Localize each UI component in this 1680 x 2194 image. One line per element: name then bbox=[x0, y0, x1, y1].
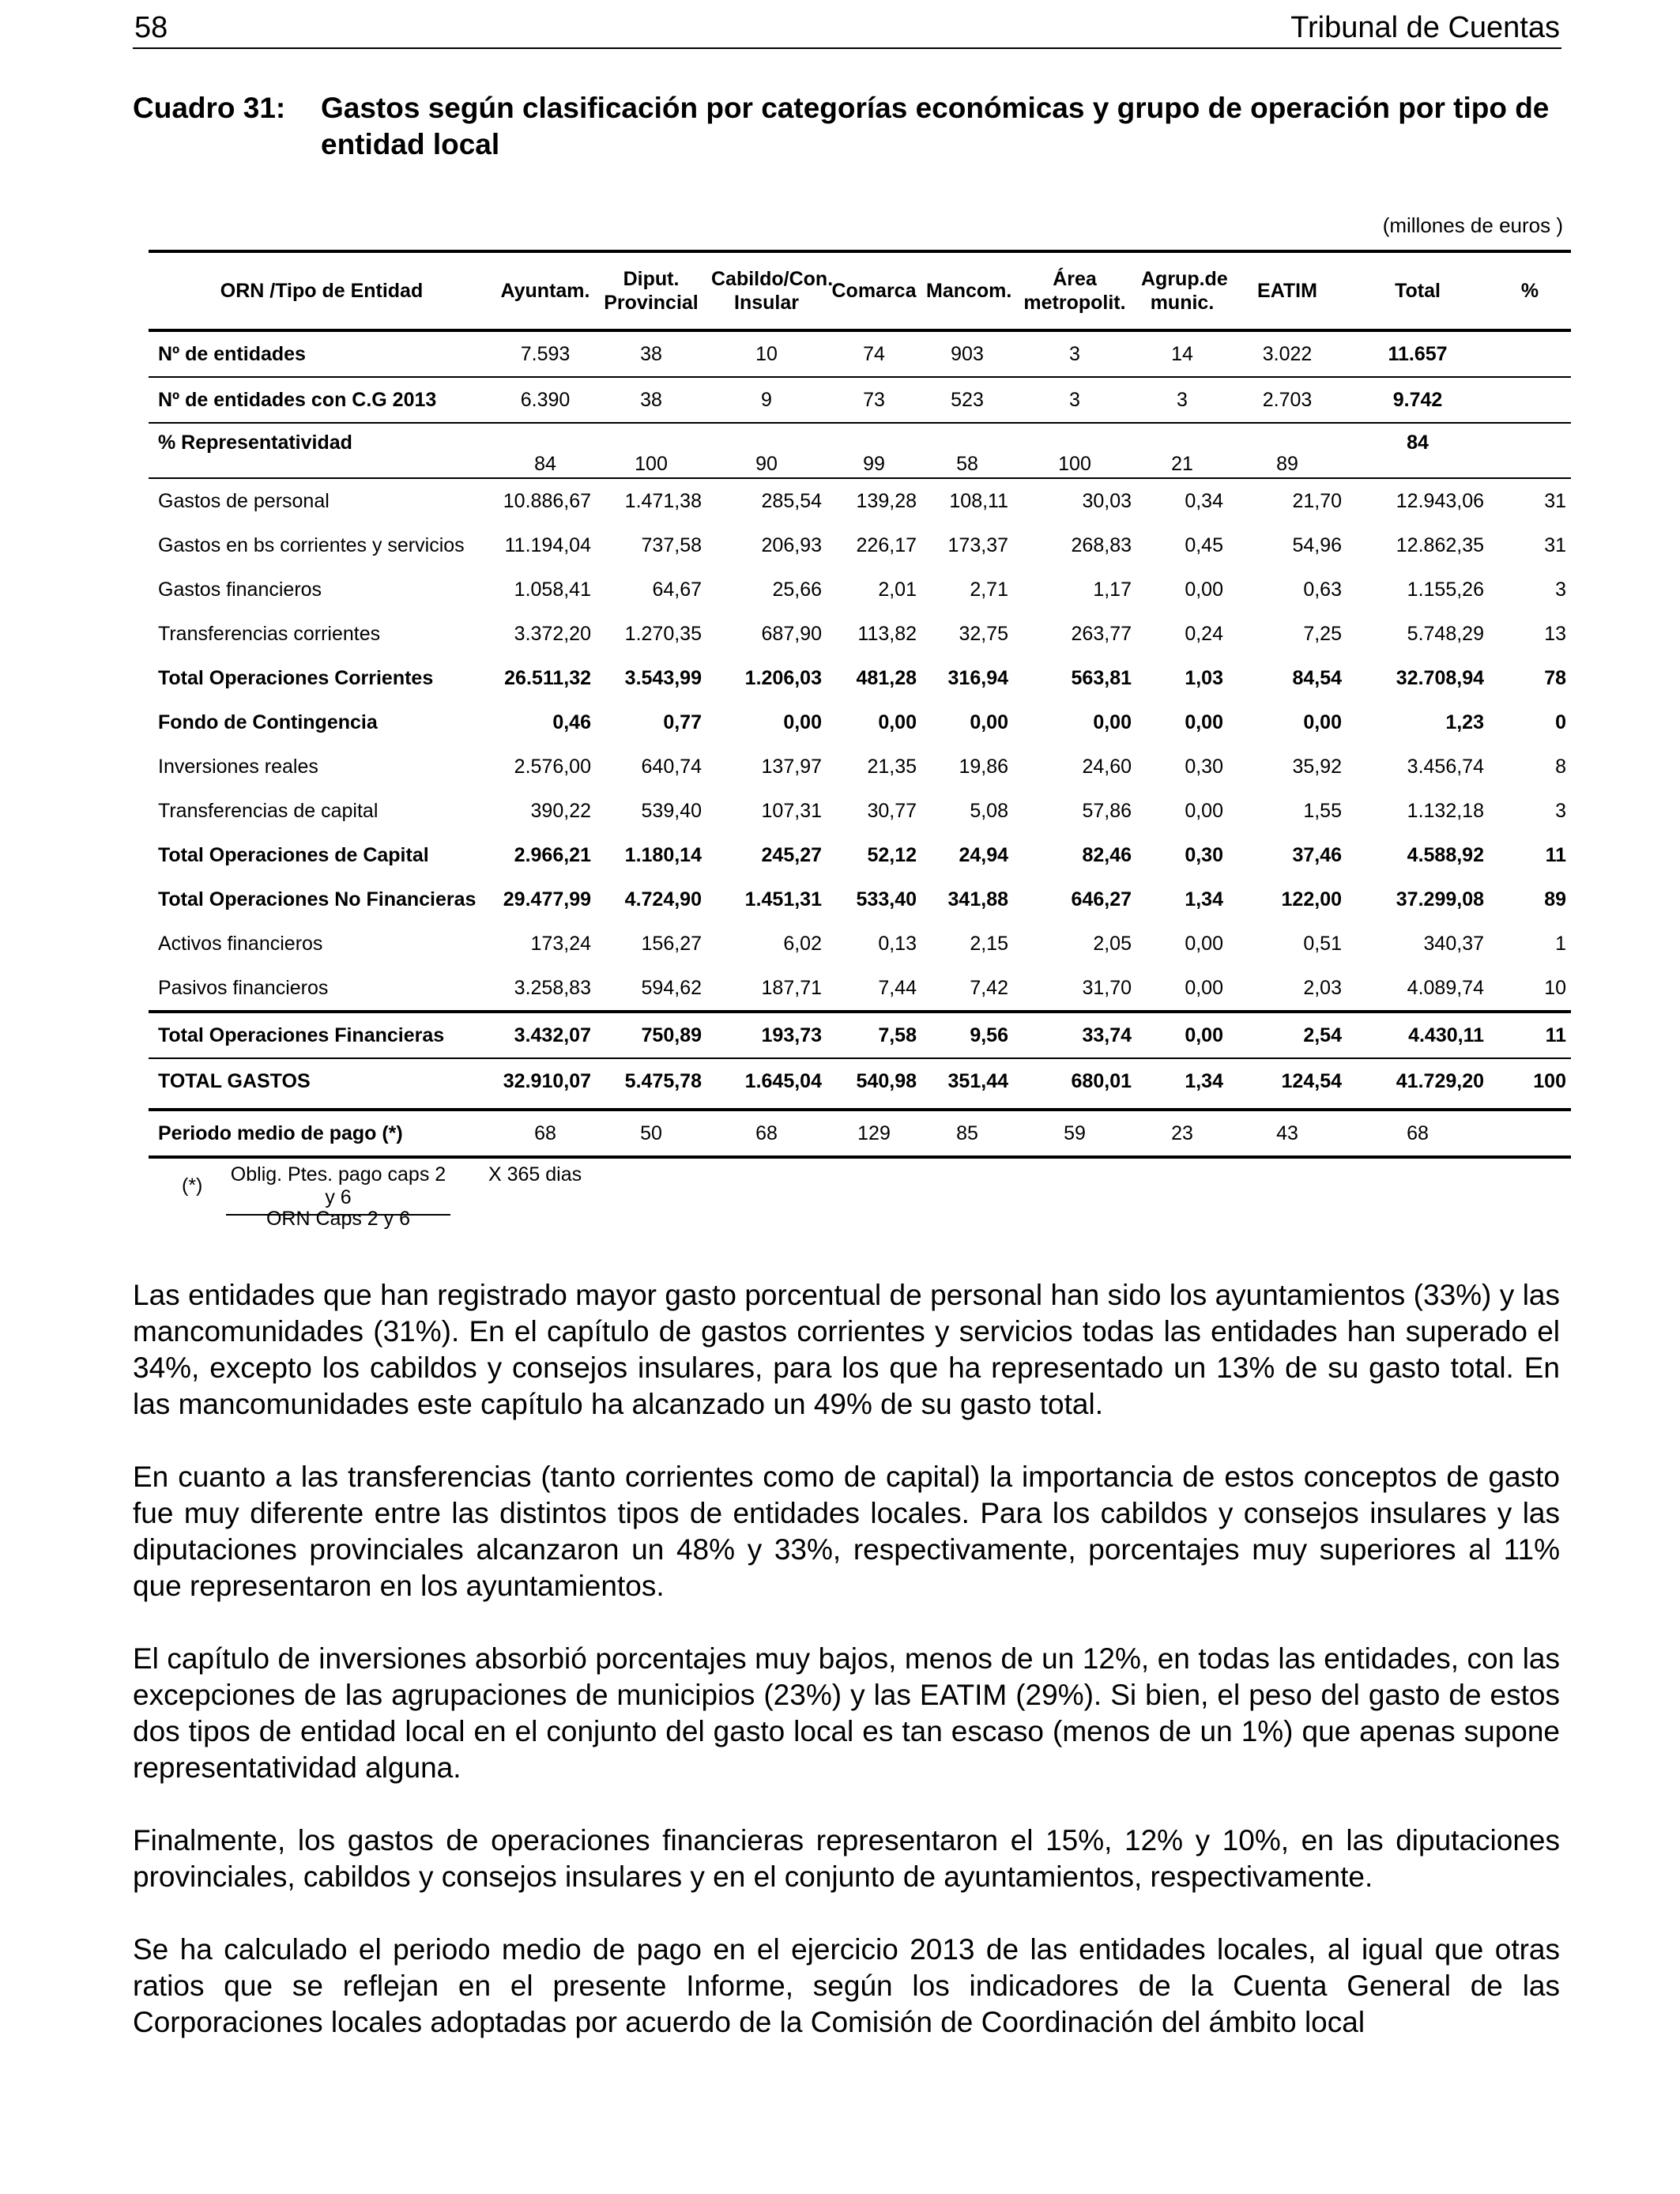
table-cell: 13 bbox=[1544, 622, 1566, 645]
table-cell: 1.451,31 bbox=[744, 888, 822, 910]
table-cell: 0,00 bbox=[1185, 932, 1223, 955]
table-cell: 78 bbox=[1544, 666, 1566, 689]
table-cell: 1.155,26 bbox=[1407, 578, 1484, 601]
column-header: Mancom. bbox=[921, 251, 1013, 330]
table-cell: 3 bbox=[1013, 330, 1136, 377]
table-cell: 31,70 bbox=[1013, 966, 1136, 1012]
paragraph: Finalmente, los gastos de operaciones financieras representaron el 15%, 12% y 10%, en las diputaciones provinciales, cabildos y consejos insulares y en el conjunto de ayuntamientos, respectivamente. bbox=[133, 1824, 1560, 1893]
table-cell: 31 bbox=[1544, 489, 1566, 512]
table-cell: 903 bbox=[921, 330, 1013, 377]
table-cell: 1,55 bbox=[1303, 799, 1342, 822]
table-cell: 206,93 bbox=[761, 533, 822, 556]
row-label: % Representatividad bbox=[149, 423, 495, 478]
table-cell: 5.748,29 bbox=[1407, 622, 1484, 645]
table-cell: 5,08 bbox=[970, 799, 1008, 822]
table-cell: 1.645,04 bbox=[706, 1058, 827, 1110]
table-cell: 341,88 bbox=[947, 888, 1008, 910]
table-cell: 0,34 bbox=[1185, 489, 1223, 512]
row-label: Total Operaciones Corrientes bbox=[158, 666, 434, 689]
table-cell: 3 bbox=[1555, 799, 1566, 822]
table-cell: 1.180,14 bbox=[624, 843, 702, 866]
table-cell: 99 bbox=[827, 423, 921, 478]
table-row bbox=[149, 1058, 1571, 1110]
table-cell: 340,37 bbox=[1423, 932, 1484, 955]
table-row bbox=[149, 330, 1571, 377]
table-cell: 43 bbox=[1228, 1110, 1347, 1157]
table-cell: 7,25 bbox=[1303, 622, 1342, 645]
column-header: Cabildo/Con. Insular bbox=[706, 251, 827, 330]
column-header: ORN /Tipo de Entidad bbox=[149, 251, 495, 330]
table-cell: 1.058,41 bbox=[514, 578, 591, 601]
row-label: Gastos de personal bbox=[158, 489, 330, 512]
table-cell: 0,63 bbox=[1303, 578, 1342, 601]
table-cell: 6,02 bbox=[783, 932, 822, 955]
table-cell: 3.022 bbox=[1228, 330, 1347, 377]
column-header: Área metropolit. bbox=[1013, 251, 1136, 330]
table-cell: 0,30 bbox=[1185, 755, 1223, 778]
table-cell: 84 bbox=[1347, 423, 1489, 478]
table-cell: 0,00 bbox=[1185, 711, 1223, 733]
table-cell: 6.390 bbox=[495, 377, 596, 423]
table-cell: 54,96 bbox=[1292, 533, 1342, 556]
table-cell: 156,27 bbox=[641, 932, 702, 955]
table-cell: 58 bbox=[921, 423, 1013, 478]
paragraph: En cuanto a las transferencias (tanto corrientes como de capital) la importancia de estos conceptos de gasto fue muy diferente entre las distintos tipos de entidades locales. Para los cabildos y consejos insulares y las diputaciones provinciales alcanzaron un 48% y 33%, respectivamente, porcentajes muy superiores al 11% que representaron en los ayuntamientos. bbox=[133, 1461, 1560, 1602]
table-row bbox=[149, 478, 1571, 523]
table-cell: 90 bbox=[706, 423, 827, 478]
table-cell: 137,97 bbox=[761, 755, 822, 778]
table-cell: 3.456,74 bbox=[1407, 755, 1484, 778]
units-note: (millones de euros ) bbox=[1382, 213, 1563, 237]
table-cell: 113,82 bbox=[857, 622, 917, 645]
table-cell: 12.943,06 bbox=[1396, 489, 1484, 512]
table-cell: 2,05 bbox=[1093, 932, 1132, 955]
table-cell: 226,17 bbox=[856, 533, 917, 556]
table-cell: 0,24 bbox=[1185, 622, 1223, 645]
table-cell: 74 bbox=[827, 330, 921, 377]
table-cell: 173,24 bbox=[530, 932, 591, 955]
row-label: Transferencias corrientes bbox=[158, 622, 381, 645]
table-cell: 68 bbox=[495, 1110, 596, 1157]
table-cell: 0,45 bbox=[1185, 533, 1223, 556]
table-cell: 0,00 bbox=[1093, 711, 1132, 733]
table-cell: 523 bbox=[921, 377, 1013, 423]
table-cell: 539,40 bbox=[641, 799, 702, 822]
table-row bbox=[149, 922, 1571, 966]
table-cell: 32,75 bbox=[959, 622, 1008, 645]
table-cell bbox=[1489, 330, 1571, 377]
table-cell: 14 bbox=[1136, 330, 1228, 377]
table-row bbox=[149, 833, 1571, 877]
table-cell: 4.724,90 bbox=[624, 888, 702, 910]
table-body bbox=[149, 330, 1571, 1157]
table-cell: 1,17 bbox=[1093, 578, 1132, 601]
table-cell: 9 bbox=[706, 377, 827, 423]
table-cell: 3 bbox=[1555, 578, 1566, 601]
table-row bbox=[149, 656, 1571, 700]
table-cell: 11.194,04 bbox=[504, 533, 591, 556]
table-cell bbox=[1489, 1110, 1571, 1157]
footnote-marker: (*) bbox=[182, 1174, 203, 1197]
table-row bbox=[149, 1012, 1571, 1058]
column-header: Ayuntam. bbox=[495, 251, 596, 330]
table-cell: 38 bbox=[596, 330, 706, 377]
table-cell: 173,37 bbox=[947, 533, 1008, 556]
table-cell: 31 bbox=[1544, 533, 1566, 556]
table-row bbox=[149, 877, 1571, 922]
table-cell: 108,11 bbox=[949, 489, 1008, 512]
table-row bbox=[149, 377, 1571, 423]
table-cell: 193,73 bbox=[706, 1012, 827, 1058]
table-cell: 68 bbox=[706, 1110, 827, 1157]
table-cell: 4.089,74 bbox=[1347, 966, 1489, 1012]
table-cell: 8 bbox=[1555, 755, 1566, 778]
table-cell: 23 bbox=[1136, 1110, 1228, 1157]
table-cell: 89 bbox=[1228, 423, 1347, 478]
page-source: Tribunal de Cuentas bbox=[1290, 11, 1560, 44]
table-cell: 245,27 bbox=[761, 843, 822, 866]
page-number: 58 bbox=[134, 11, 168, 44]
table-cell: 285,54 bbox=[761, 489, 822, 512]
row-label: Total Operaciones No Financieras bbox=[158, 888, 477, 910]
table-cell: 11.657 bbox=[1347, 330, 1489, 377]
row-label: TOTAL GASTOS bbox=[149, 1058, 495, 1110]
table-cell: 64,67 bbox=[652, 578, 702, 601]
table-cell: 84 bbox=[495, 423, 596, 478]
table-row bbox=[149, 567, 1571, 612]
table-cell: 11 bbox=[1545, 843, 1566, 866]
table-cell: 594,62 bbox=[596, 966, 706, 1012]
table-cell: 1,34 bbox=[1185, 888, 1223, 910]
table-cell: 4.430,11 bbox=[1347, 1012, 1489, 1058]
row-label: Fondo de Contingencia bbox=[158, 711, 378, 733]
table-cell: 68 bbox=[1347, 1110, 1489, 1157]
table-cell: 82,46 bbox=[1082, 843, 1132, 866]
table-cell: 9.742 bbox=[1347, 377, 1489, 423]
footnote bbox=[182, 1163, 656, 1235]
table-cell: 1,23 bbox=[1445, 711, 1484, 733]
table-cell: 1.270,35 bbox=[624, 622, 702, 645]
column-header: Total bbox=[1347, 251, 1489, 330]
table-cell: 2,03 bbox=[1228, 966, 1347, 1012]
table-cell: 0,46 bbox=[552, 711, 591, 733]
table-cell: 10 bbox=[1489, 966, 1571, 1012]
table-header bbox=[149, 251, 1571, 330]
table-cell: 1 bbox=[1555, 932, 1566, 955]
table-cell: 35,92 bbox=[1292, 755, 1342, 778]
table-cell: 59 bbox=[1013, 1110, 1136, 1157]
table-cell: 139,28 bbox=[856, 489, 917, 512]
row-label: Nº de entidades con C.G 2013 bbox=[149, 377, 495, 423]
header-row bbox=[149, 251, 1571, 330]
table-cell: 89 bbox=[1544, 888, 1566, 910]
table-cell: 85 bbox=[921, 1110, 1013, 1157]
table-cell: 3.432,07 bbox=[495, 1012, 596, 1058]
table-row bbox=[149, 789, 1571, 833]
body-text bbox=[133, 1277, 1560, 2077]
table-cell: 0,51 bbox=[1303, 932, 1342, 955]
table-cell: 10 bbox=[706, 330, 827, 377]
row-label: Transferencias de capital bbox=[158, 799, 379, 822]
table-cell: 0,30 bbox=[1185, 843, 1223, 866]
table-cell: 640,74 bbox=[641, 755, 702, 778]
table-cell: 187,71 bbox=[706, 966, 827, 1012]
table-row bbox=[149, 700, 1571, 745]
table-cell: 7,42 bbox=[921, 966, 1013, 1012]
table-cell: 25,66 bbox=[772, 578, 822, 601]
table-cell: 2,01 bbox=[878, 578, 917, 601]
table-cell: 3.372,20 bbox=[514, 622, 591, 645]
table-cell: 21,70 bbox=[1292, 489, 1342, 512]
column-header: Agrup.de munic. bbox=[1136, 251, 1228, 330]
table-cell bbox=[1489, 377, 1571, 423]
table-cell: 3.543,99 bbox=[624, 666, 702, 689]
table-cell: 263,77 bbox=[1071, 622, 1132, 645]
expenses-table bbox=[149, 250, 1571, 1159]
table-cell: 2,15 bbox=[970, 932, 1008, 955]
table-cell: 0,13 bbox=[878, 932, 917, 955]
table-cell: 11 bbox=[1489, 1012, 1571, 1058]
table-cell: 129 bbox=[827, 1110, 921, 1157]
table-cell: 0,00 bbox=[1185, 578, 1223, 601]
table-row bbox=[149, 423, 1571, 478]
table-cell: 10.886,67 bbox=[503, 489, 591, 512]
table-cell: 687,90 bbox=[761, 622, 822, 645]
table-row bbox=[149, 745, 1571, 789]
table-cell: 533,40 bbox=[856, 888, 917, 910]
table-cell: 2.966,21 bbox=[514, 843, 591, 866]
table-cell: 0 bbox=[1555, 711, 1566, 733]
column-header: Diput. Provincial bbox=[596, 251, 706, 330]
table-cell: 32.708,94 bbox=[1396, 666, 1484, 689]
row-label: Gastos financieros bbox=[158, 578, 322, 601]
row-label: Nº de entidades bbox=[149, 330, 495, 377]
table-cell: 124,54 bbox=[1228, 1058, 1347, 1110]
table-cell: 73 bbox=[827, 377, 921, 423]
table-cell: 19,86 bbox=[959, 755, 1008, 778]
table-cell: 7,58 bbox=[827, 1012, 921, 1058]
column-header: % bbox=[1489, 251, 1571, 330]
table-cell: 646,27 bbox=[1071, 888, 1132, 910]
table-cell: 390,22 bbox=[530, 799, 591, 822]
table-cell: 24,60 bbox=[1082, 755, 1132, 778]
table-cell: 38 bbox=[596, 377, 706, 423]
paragraph: El capítulo de inversiones absorbió porcentajes muy bajos, menos de un 12%, en todas las entidades, con las excepciones de las agrupaciones de municipios (23%) y las EATIM (29%). Si bien, el peso del gasto de estos dos tipos de entidad local en el conjunto del gasto local es tan escaso (menos de un 1%) que apenas supone representatividad alguna. bbox=[133, 1642, 1560, 1784]
table-cell: 7,44 bbox=[827, 966, 921, 1012]
table-cell: 0,00 bbox=[1185, 799, 1223, 822]
table-row bbox=[149, 966, 1571, 1012]
table-cell: 30,03 bbox=[1082, 489, 1132, 512]
row-label: Pasivos financieros bbox=[149, 966, 495, 1012]
table-cell: 12.862,35 bbox=[1396, 533, 1484, 556]
table-cell: 122,00 bbox=[1281, 888, 1342, 910]
table-cell: 3 bbox=[1136, 377, 1228, 423]
table-cell: 37,46 bbox=[1292, 843, 1342, 866]
table-row bbox=[149, 612, 1571, 656]
table-cell: 21,35 bbox=[867, 755, 917, 778]
table-cell: 481,28 bbox=[856, 666, 917, 689]
row-label: Gastos en bs corrientes y servicios bbox=[158, 533, 465, 556]
table-cell: 750,89 bbox=[596, 1012, 706, 1058]
table-cell: 0,00 bbox=[1136, 1012, 1228, 1058]
paragraph: Se ha calculado el periodo medio de pago en el ejercicio 2013 de las entidades locales, al igual que otras ratios que se reflejan en el presente Informe, según los indicadores de la Cuenta General de las Corporaciones locales adoptadas por acuerdo de la Comisión de Coordinación del ámbito local bbox=[133, 1933, 1560, 2038]
table-cell: 29.477,99 bbox=[503, 888, 591, 910]
table-cell: 2.576,00 bbox=[514, 755, 591, 778]
column-header: EATIM bbox=[1228, 251, 1347, 330]
table-row bbox=[149, 1110, 1571, 1157]
table-cell: 100 bbox=[596, 423, 706, 478]
table-cell: 21 bbox=[1136, 423, 1228, 478]
table-cell: 2,54 bbox=[1228, 1012, 1347, 1058]
table-cell: 32.910,07 bbox=[495, 1058, 596, 1110]
table-cell: 540,98 bbox=[827, 1058, 921, 1110]
table-cell: 3 bbox=[1013, 377, 1136, 423]
table-cell: 1.206,03 bbox=[744, 666, 822, 689]
table-cell: 41.729,20 bbox=[1347, 1058, 1489, 1110]
table-cell: 100 bbox=[1013, 423, 1136, 478]
table-cell: 0,00 bbox=[1303, 711, 1342, 733]
page-header bbox=[133, 11, 1561, 49]
table-cell: 30,77 bbox=[867, 799, 917, 822]
footnote-numerator: Oblig. Ptes. pago caps 2 y 6 bbox=[226, 1163, 450, 1216]
column-header: Comarca bbox=[827, 251, 921, 330]
table-cell: 563,81 bbox=[1071, 666, 1132, 689]
row-label: Periodo medio de pago (*) bbox=[149, 1110, 495, 1157]
table-cell: 1,03 bbox=[1185, 666, 1223, 689]
table-cell: 316,94 bbox=[947, 666, 1008, 689]
table-cell: 0,00 bbox=[783, 711, 822, 733]
table-cell: 33,74 bbox=[1013, 1012, 1136, 1058]
caption-title: Gastos según clasificación por categorías económicas y grupo de operación por tipo de entidad local bbox=[321, 92, 1550, 160]
table-cell: 4.588,92 bbox=[1407, 843, 1484, 866]
table-cell: 2.703 bbox=[1228, 377, 1347, 423]
table-cell: 1.132,18 bbox=[1407, 799, 1484, 822]
table-cell: 0,00 bbox=[1136, 966, 1228, 1012]
table-cell: 1,34 bbox=[1136, 1058, 1228, 1110]
table-cell: 57,86 bbox=[1082, 799, 1132, 822]
table-cell: 737,58 bbox=[641, 533, 702, 556]
table-cell: 351,44 bbox=[921, 1058, 1013, 1110]
table-cell: 3.258,83 bbox=[495, 966, 596, 1012]
table-cell: 0,77 bbox=[663, 711, 702, 733]
row-label: Inversiones reales bbox=[158, 755, 318, 778]
table-cell: 5.475,78 bbox=[596, 1058, 706, 1110]
row-label: Activos financieros bbox=[158, 932, 323, 955]
table-cell: 7.593 bbox=[495, 330, 596, 377]
table-cell: 24,94 bbox=[959, 843, 1008, 866]
table-cell: 0,00 bbox=[970, 711, 1008, 733]
table-cell: 9,56 bbox=[921, 1012, 1013, 1058]
table-cell: 52,12 bbox=[867, 843, 917, 866]
table-cell: 26.511,32 bbox=[504, 666, 591, 689]
table-cell: 1.471,38 bbox=[624, 489, 702, 512]
caption-label: Cuadro 31: bbox=[133, 92, 286, 124]
table-cell: 50 bbox=[596, 1110, 706, 1157]
table-cell: 2,71 bbox=[970, 578, 1008, 601]
table-row bbox=[149, 523, 1571, 567]
paragraph: Las entidades que han registrado mayor gasto porcentual de personal han sido los ayuntamientos (33%) y las mancomunidades (31%). En el capítulo de gastos corrientes y servicios todas las entidades han superado el 34%, excepto los cabildos y consejos insulares, para los que ha representado un 13% de su gasto total. En las mancomunidades este capítulo ha alcanzado un 49% de su gasto total. bbox=[133, 1279, 1560, 1420]
table-cell: 37.299,08 bbox=[1396, 888, 1484, 910]
table-cell: 680,01 bbox=[1013, 1058, 1136, 1110]
table-cell: 268,83 bbox=[1071, 533, 1132, 556]
table-cell: 107,31 bbox=[761, 799, 822, 822]
row-label: Total Operaciones Financieras bbox=[149, 1012, 495, 1058]
table-cell: 84,54 bbox=[1292, 666, 1342, 689]
table-cell bbox=[1489, 423, 1571, 478]
table-cell: 100 bbox=[1489, 1058, 1571, 1110]
table-cell: 0,00 bbox=[878, 711, 917, 733]
row-label: Total Operaciones de Capital bbox=[158, 843, 429, 866]
footnote-denominator: ORN Caps 2 y 6 bbox=[266, 1208, 410, 1230]
footnote-multiplier: X 365 dias bbox=[488, 1163, 582, 1186]
